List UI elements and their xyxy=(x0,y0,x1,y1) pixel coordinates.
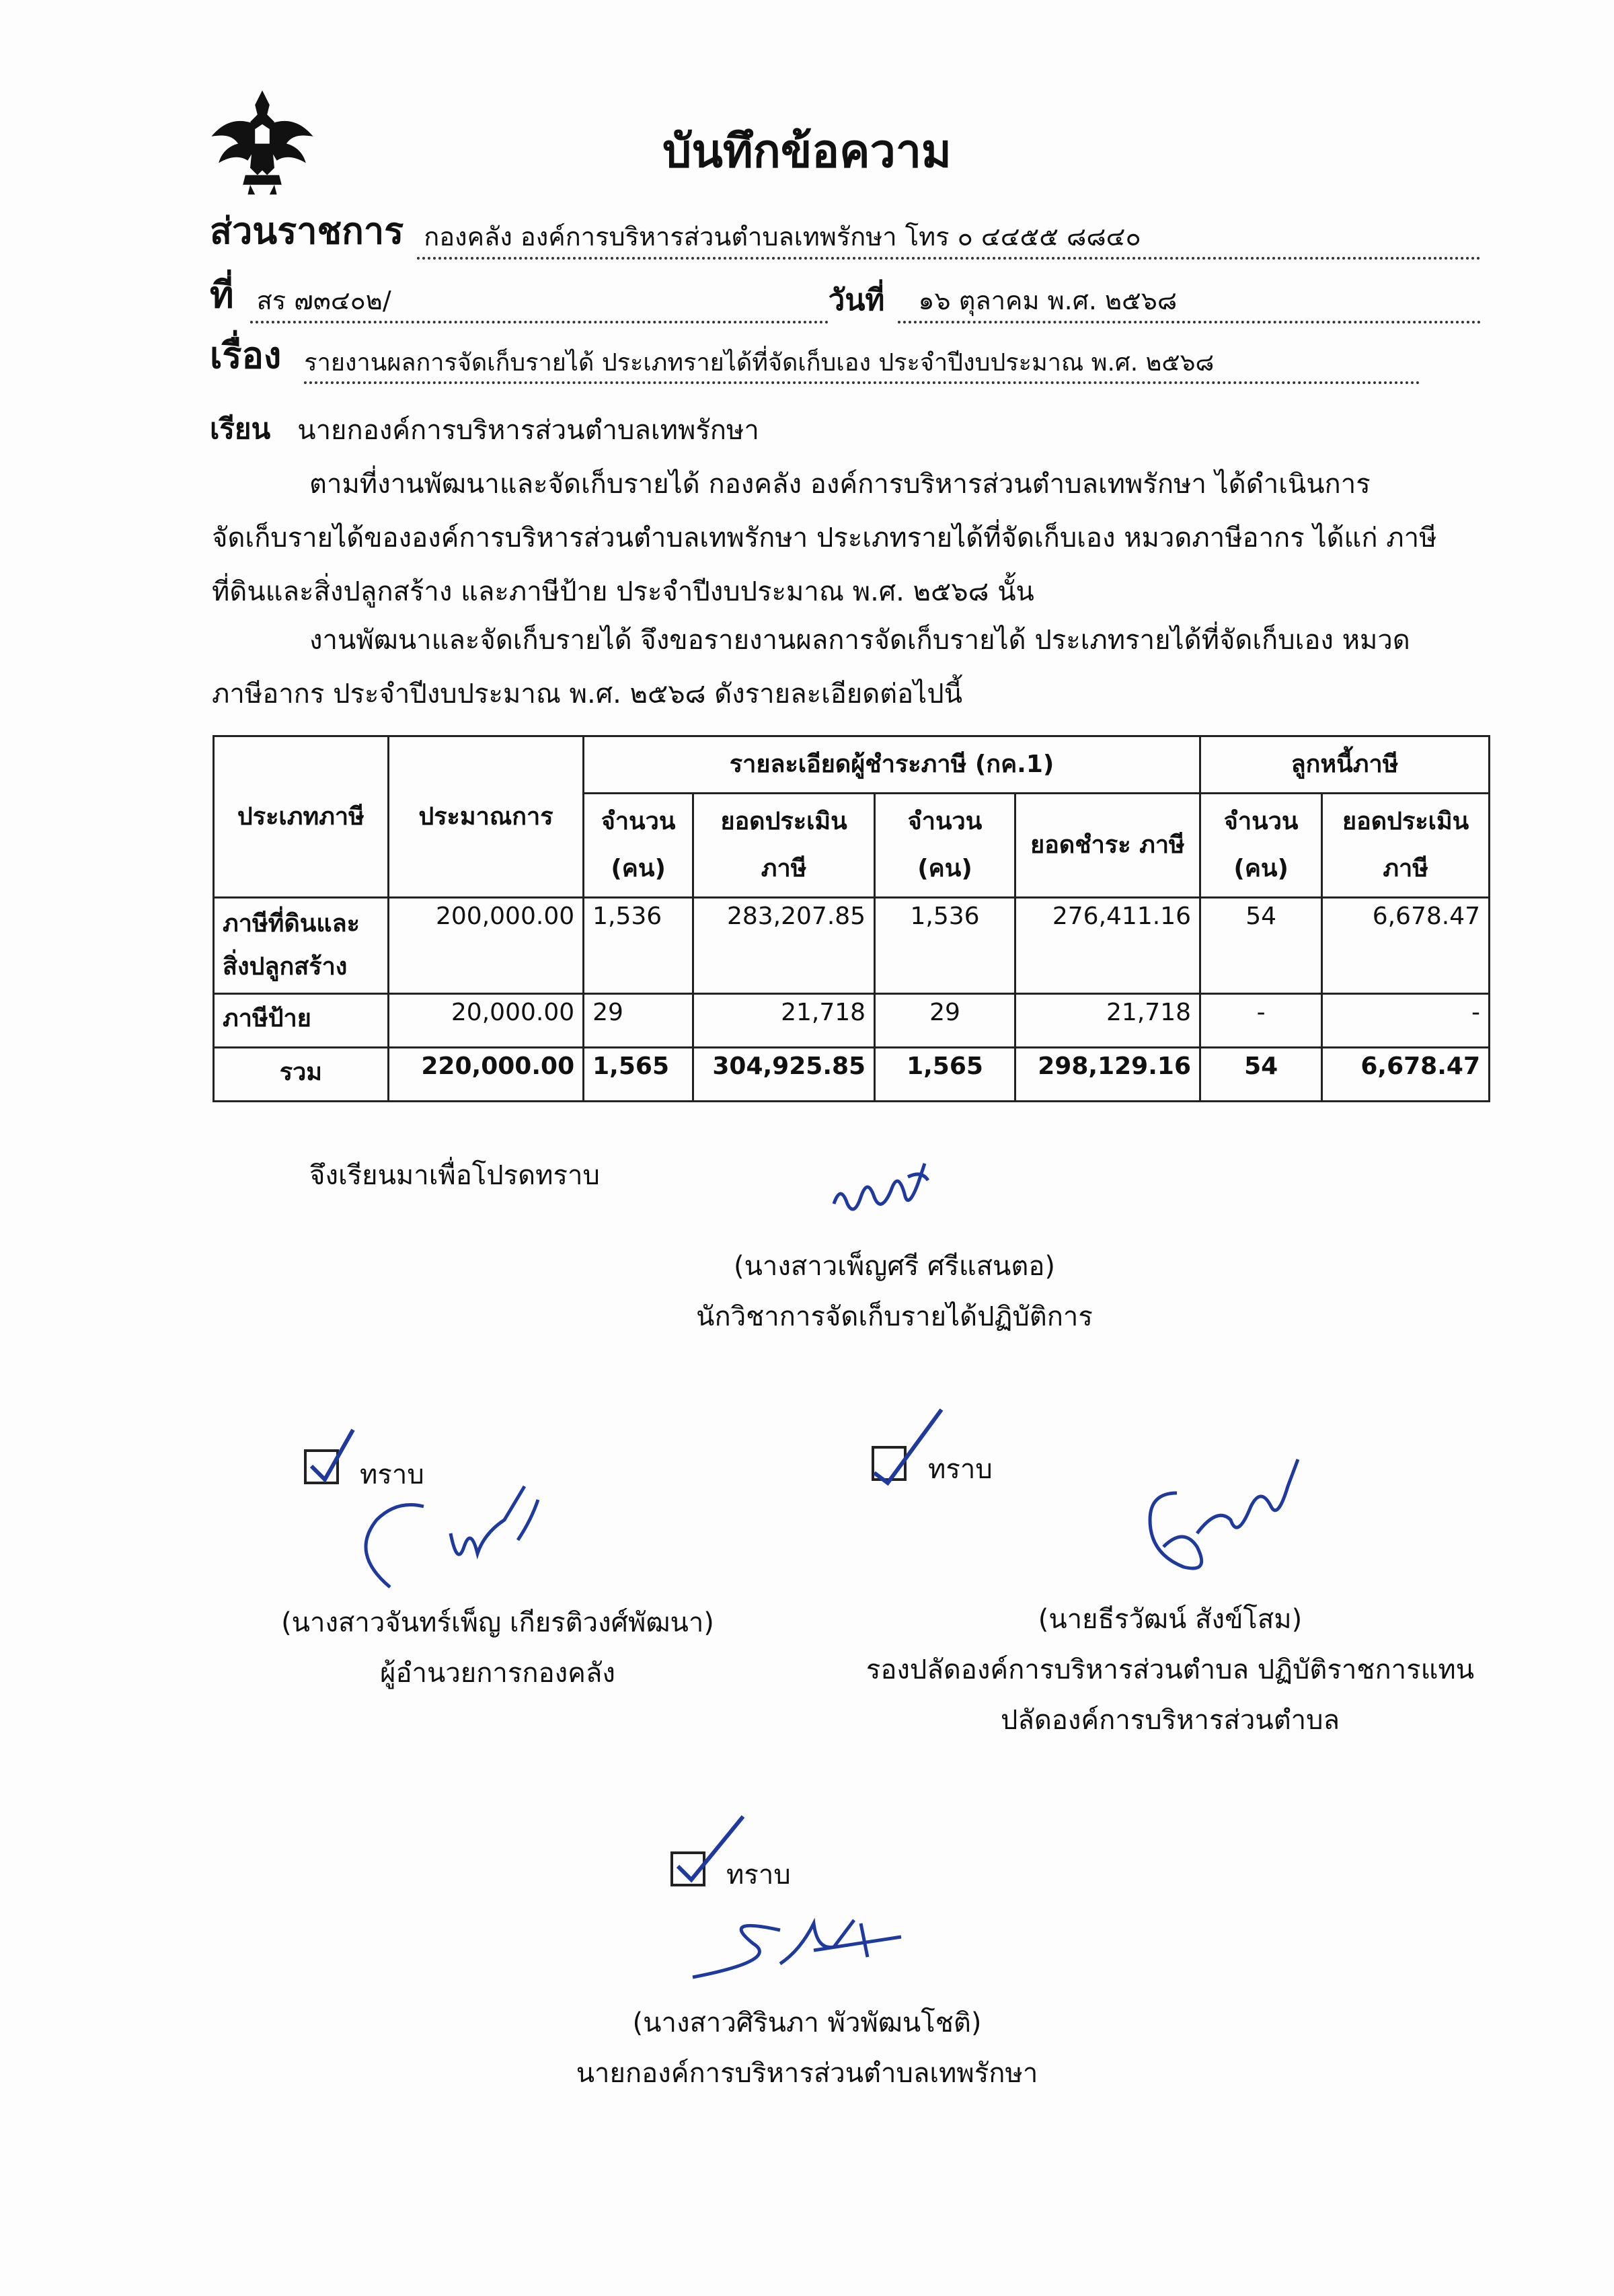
signature-1-mark xyxy=(827,1157,962,1237)
header-debtors-group: ลูกหนี้ภาษี xyxy=(1200,736,1490,794)
table-total-row xyxy=(214,1048,1490,1102)
header-estimate: ประมาณการ xyxy=(388,736,583,898)
cell-assess1: 21,718 xyxy=(693,994,875,1048)
signer-3-name: (นายธีรวัฒน์ สังข์โสม) xyxy=(1038,1604,1303,1635)
to-value: นายกองค์การบริหารส่วนตำบลเทพรักษา xyxy=(297,415,759,446)
signer-1-name: (นางสาวเพ็ญศรี ศรีแสนตอ) xyxy=(733,1251,1055,1282)
ref-date-row xyxy=(210,266,1481,323)
cell-count3: 54 xyxy=(1200,1048,1322,1102)
agency-label: ส่วนราชการ xyxy=(210,210,404,252)
date-value: ๑๖ ตุลาคม พ.ศ. ๒๕๖๘ xyxy=(898,280,1481,323)
agency-value: กองคลัง องค์การบริหารส่วนตำบลเทพรักษา โทร ๐ ๔๔๕๕ ๘๘๔๐ xyxy=(417,216,1481,260)
signer-2-title: ผู้อำนวยการกองคลัง xyxy=(380,1658,615,1689)
cell-paid: 21,718 xyxy=(1015,994,1200,1048)
cell-assess2: 6,678.47 xyxy=(1322,1048,1490,1102)
signature-3-mark xyxy=(1137,1446,1311,1594)
para1-line2: จัดเก็บรายได้ขององค์การบริหารส่วนตำบลเทพรักษา ประเภทรายได้ที่จัดเก็บเอง หมวดภาษีอากร ได้แก่ ภาษี xyxy=(212,523,1437,553)
para1-line1: ตามที่งานพัฒนาและจัดเก็บรายได้ กองคลัง องค์การบริหารส่วนตำบลเทพรักษา ได้ดำเนินการ xyxy=(309,469,1371,500)
cell-count3: 54 xyxy=(1200,898,1322,994)
table-row xyxy=(214,898,1490,994)
para2-line2: ภาษีอากร ประจำปีงบประมาณ พ.ศ. ๒๕๖๘ ดังรายละเอียดต่อไปนี้ xyxy=(212,679,963,710)
ref-value: สร ๗๓๔๐๒/ xyxy=(250,280,829,323)
subject-value: รายงานผลการจัดเก็บรายได้ ประเภทรายได้ที่จัดเก็บเอง ประจำปีงบประมาณ พ.ศ. ๒๕๖๘ xyxy=(304,343,1420,384)
header-count-1: จำนวน (คน) xyxy=(584,794,693,898)
to-label: เรียน xyxy=(210,412,271,445)
cell-paid: 298,129.16 xyxy=(1015,1048,1200,1102)
cell-paid: 276,411.16 xyxy=(1015,898,1200,994)
cell-count2: 1,536 xyxy=(875,898,1015,994)
header-count-3: จำนวน (คน) xyxy=(1200,794,1322,898)
signature-4-mark xyxy=(679,1910,935,1991)
para2-line1: งานพัฒนาและจัดเก็บรายได้ จึงขอรายงานผลการจัดเก็บรายได้ ประเภทรายได้ที่จัดเก็บเอง หมวด xyxy=(309,625,1410,656)
header-taxpayers-group: รายละเอียดผู้ชำระภาษี (กค.1) xyxy=(584,736,1200,794)
signer-4-title: นายกองค์การบริหารส่วนตำบลเทพรักษา xyxy=(576,2058,1038,2089)
signature-2-mark xyxy=(350,1480,551,1594)
ack-label-3: ทราบ xyxy=(726,1860,791,1890)
header-tax-type: ประเภทภาษี xyxy=(214,736,389,898)
signer-2-name: (นางสาวจันทร์เพ็ญ เกียรติวงศ์พัฒนา) xyxy=(281,1607,714,1638)
cell-count2: 29 xyxy=(875,994,1015,1048)
table-header-row xyxy=(214,736,1490,794)
signer-4-name: (นางสาวศิรินภา พัวพัฒนโชติ) xyxy=(632,2007,982,2038)
signer-1-title: นักวิชาการจัดเก็บรายได้ปฏิบัติการ xyxy=(696,1301,1093,1332)
to-row xyxy=(210,407,759,451)
signer-3-title-2: ปลัดองค์การบริหารส่วนตำบล xyxy=(1000,1705,1340,1736)
tax-collection-table xyxy=(213,735,1490,1102)
para1-line3: ที่ดินและสิ่งปลูกสร้าง และภาษีป้าย ประจำปีงบประมาณ พ.ศ. ๒๕๖๘ นั้น xyxy=(212,576,1034,607)
document-title: บันทึกข้อความ xyxy=(662,125,952,178)
header-assess-1: ยอดประเมิน ภาษี xyxy=(693,794,875,898)
cell-count1: 1,536 xyxy=(584,898,693,994)
cell-count1: 1,565 xyxy=(584,1048,693,1102)
agency-row xyxy=(210,202,1481,260)
checkmark-1-icon xyxy=(306,1426,360,1486)
header-assess-2: ยอดประเมิน ภาษี xyxy=(1322,794,1490,898)
cell-estimate: 20,000.00 xyxy=(388,994,583,1048)
header-count-2: จำนวน (คน) xyxy=(875,794,1015,898)
date-label: วันที่ xyxy=(828,283,885,317)
closing-text: จึงเรียนมาเพื่อโปรดทราบ xyxy=(309,1160,600,1191)
cell-assess1: 304,925.85 xyxy=(693,1048,875,1102)
cell-count2: 1,565 xyxy=(875,1048,1015,1102)
signer-3-title-1: รองปลัดองค์การบริหารส่วนตำบล ปฏิบัติราชการแทน xyxy=(866,1654,1475,1685)
cell-estimate: 220,000.00 xyxy=(388,1048,583,1102)
cell-type: ภาษีที่ดินและสิ่งปลูกสร้าง xyxy=(214,898,389,994)
paragraph-2 xyxy=(212,613,1490,721)
subject-row xyxy=(210,326,1420,384)
cell-count1: 29 xyxy=(584,994,693,1048)
cell-assess2: 6,678.47 xyxy=(1322,898,1490,994)
ack-label-1: ทราบ xyxy=(360,1459,424,1490)
ref-label: ที่ xyxy=(210,274,234,316)
cell-type: ภาษีป้าย xyxy=(214,994,389,1048)
subject-label: เรื่อง xyxy=(210,334,282,377)
header-paid: ยอดชำระ ภาษี xyxy=(1015,794,1200,898)
ack-label-2: ทราบ xyxy=(928,1454,993,1485)
cell-assess1: 283,207.85 xyxy=(693,898,875,994)
paragraph-1 xyxy=(212,457,1490,619)
cell-assess2: - xyxy=(1322,994,1490,1048)
cell-estimate: 200,000.00 xyxy=(388,898,583,994)
cell-count3: - xyxy=(1200,994,1322,1048)
cell-type: รวม xyxy=(214,1048,389,1102)
table-row xyxy=(214,994,1490,1048)
